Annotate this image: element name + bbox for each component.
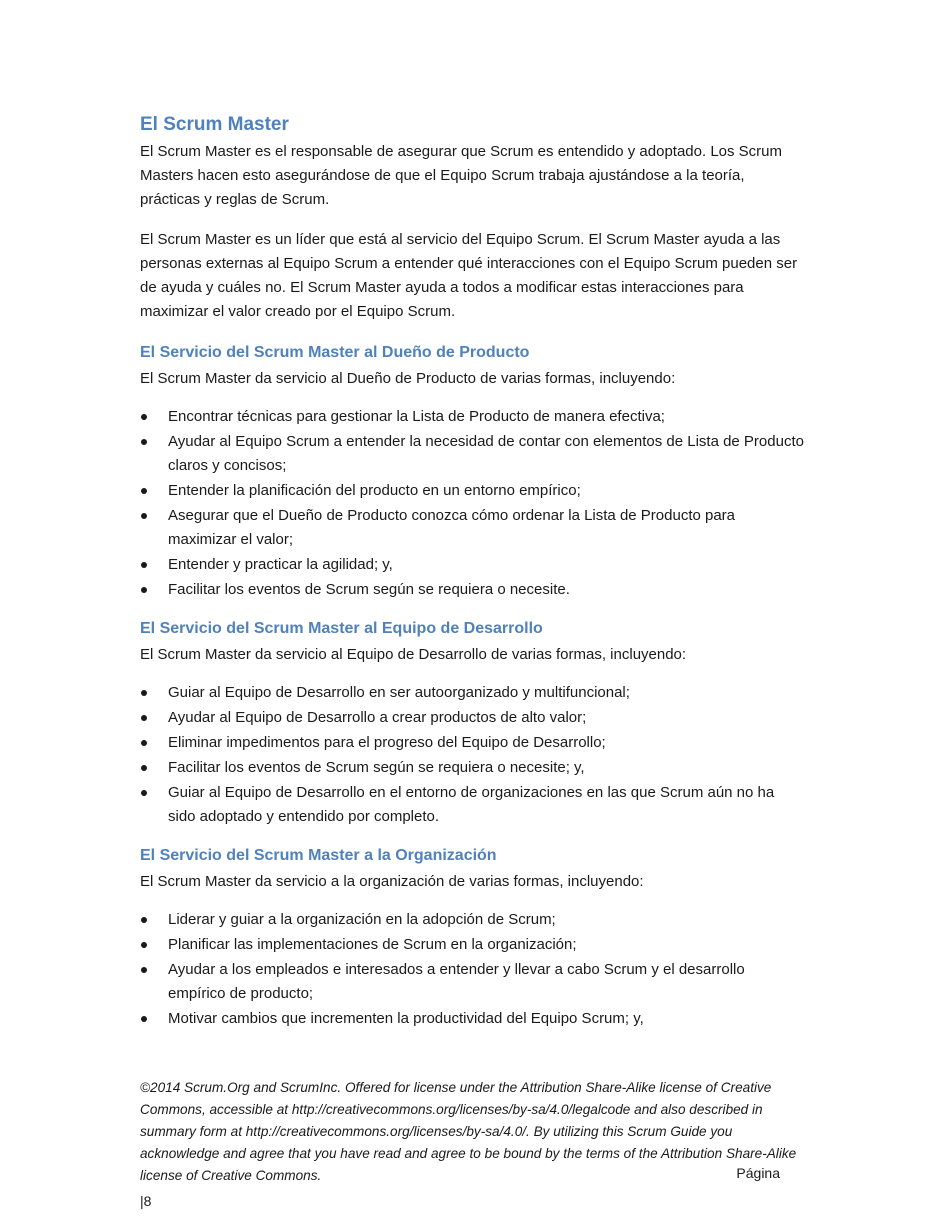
- list-item: Facilitar los eventos de Scrum según se requiera o necesite.: [140, 578, 805, 602]
- bullet-icon: [141, 967, 147, 973]
- bullet-list: [140, 405, 805, 602]
- list-item: Ayudar a los empleados e interesados a entender y llevar a cabo Scrum y el desarrollo empírico de producto;: [140, 958, 805, 1006]
- list-item: Planificar las implementaciones de Scrum en la organización;: [140, 933, 805, 957]
- bullet-icon: [141, 439, 147, 445]
- list-item: Encontrar técnicas para gestionar la Lista de Producto de manera efectiva;: [140, 405, 805, 429]
- list-item: Guiar al Equipo de Desarrollo en el entorno de organizaciones en las que Scrum aún no ha sido adoptado y entendido por completo.: [140, 781, 805, 829]
- bullet-list: [140, 908, 805, 1031]
- list-item: Motivar cambios que incrementen la productividad del Equipo Scrum; y,: [140, 1007, 805, 1031]
- section-lead: El Scrum Master da servicio al Dueño de Producto de varias formas, incluyendo:: [140, 370, 676, 387]
- intro-paragraph-2: El Scrum Master es un líder que está al servicio del Equipo Scrum. El Scrum Master ayuda a las personas externas al Equipo Scrum a entender qué interacciones con el Equipo Scrum pueden ser de ayuda y cuáles no. El Scrum Master ayuda a todos a modificar estas interacciones para maximizar el valor creado por el Equipo Scrum.: [140, 231, 798, 320]
- bullet-icon: [141, 765, 147, 771]
- bullet-icon: [141, 942, 147, 948]
- list-item: Liderar y guiar a la organización en la adopción de Scrum;: [140, 908, 805, 932]
- page-label: Página: [736, 1165, 780, 1181]
- list-item: Ayudar al Equipo de Desarrollo a crear productos de alto valor;: [140, 706, 805, 730]
- list-item: Guiar al Equipo de Desarrollo en ser autoorganizado y multifuncional;: [140, 681, 805, 705]
- bullet-icon: [141, 587, 147, 593]
- bullet-icon: [141, 1016, 147, 1022]
- bullet-icon: [141, 562, 147, 568]
- intro-paragraph-1: El Scrum Master es el responsable de asegurar que Scrum es entendido y adoptado. Los Scrum Masters hacen esto asegurándose de que el Equipo Scrum trabaja ajustándose a la teoría, prácticas y reglas de Scrum.: [140, 143, 783, 208]
- list-item: Asegurar que el Dueño de Producto conozca cómo ordenar la Lista de Producto para maximizar el valor;: [140, 504, 805, 552]
- bullet-icon: [141, 690, 147, 696]
- footer-page-label-row: [140, 1165, 790, 1187]
- bullet-icon: [141, 917, 147, 923]
- list-item: Eliminar impedimentos para el progreso del Equipo de Desarrollo;: [140, 731, 805, 755]
- bullet-icon: [141, 790, 147, 796]
- section-heading-development-team: El Servicio del Scrum Master al Equipo de Desarrollo: [140, 620, 543, 637]
- page-title: El Scrum Master: [140, 114, 289, 135]
- bullet-icon: [141, 488, 147, 494]
- list-item: Ayudar al Equipo Scrum a entender la necesidad de contar con elementos de Lista de Producto claros y concisos;: [140, 430, 805, 478]
- bullet-icon: [141, 715, 147, 721]
- document-body: [140, 112, 805, 1032]
- list-item: Entender y practicar la agilidad; y,: [140, 553, 805, 577]
- bullet-icon: [141, 740, 147, 746]
- bullet-icon: [141, 513, 147, 519]
- license-text: ©2014 Scrum.Org and ScrumInc. Offered for license under the Attribution Share-Alike license of Creative Commons, accessible at http://creativecommons.org/licenses/by-sa/4.0/legalcode and also described in summary form at http://creativecommons.org/licenses/by-sa/4.0/. By utilizing this Scrum Guide you acknowledge and agree that you have read and agree to be bound by the terms of the Attribution Share-Alike license of Creative Commons.: [140, 1080, 797, 1183]
- section-lead: El Scrum Master da servicio a la organización de varias formas, incluyendo:: [140, 873, 644, 890]
- bullet-list: [140, 681, 805, 829]
- bullet-icon: [141, 414, 147, 420]
- list-item: Entender la planificación del producto en un entorno empírico;: [140, 479, 805, 503]
- section-lead: El Scrum Master da servicio al Equipo de Desarrollo de varias formas, incluyendo:: [140, 646, 687, 663]
- list-item: Facilitar los eventos de Scrum según se requiera o necesite; y,: [140, 756, 805, 780]
- section-heading-organization: El Servicio del Scrum Master a la Organización: [140, 847, 497, 864]
- section-heading-product-owner: El Servicio del Scrum Master al Dueño de Producto: [140, 344, 530, 361]
- page-number: |8: [140, 1193, 152, 1209]
